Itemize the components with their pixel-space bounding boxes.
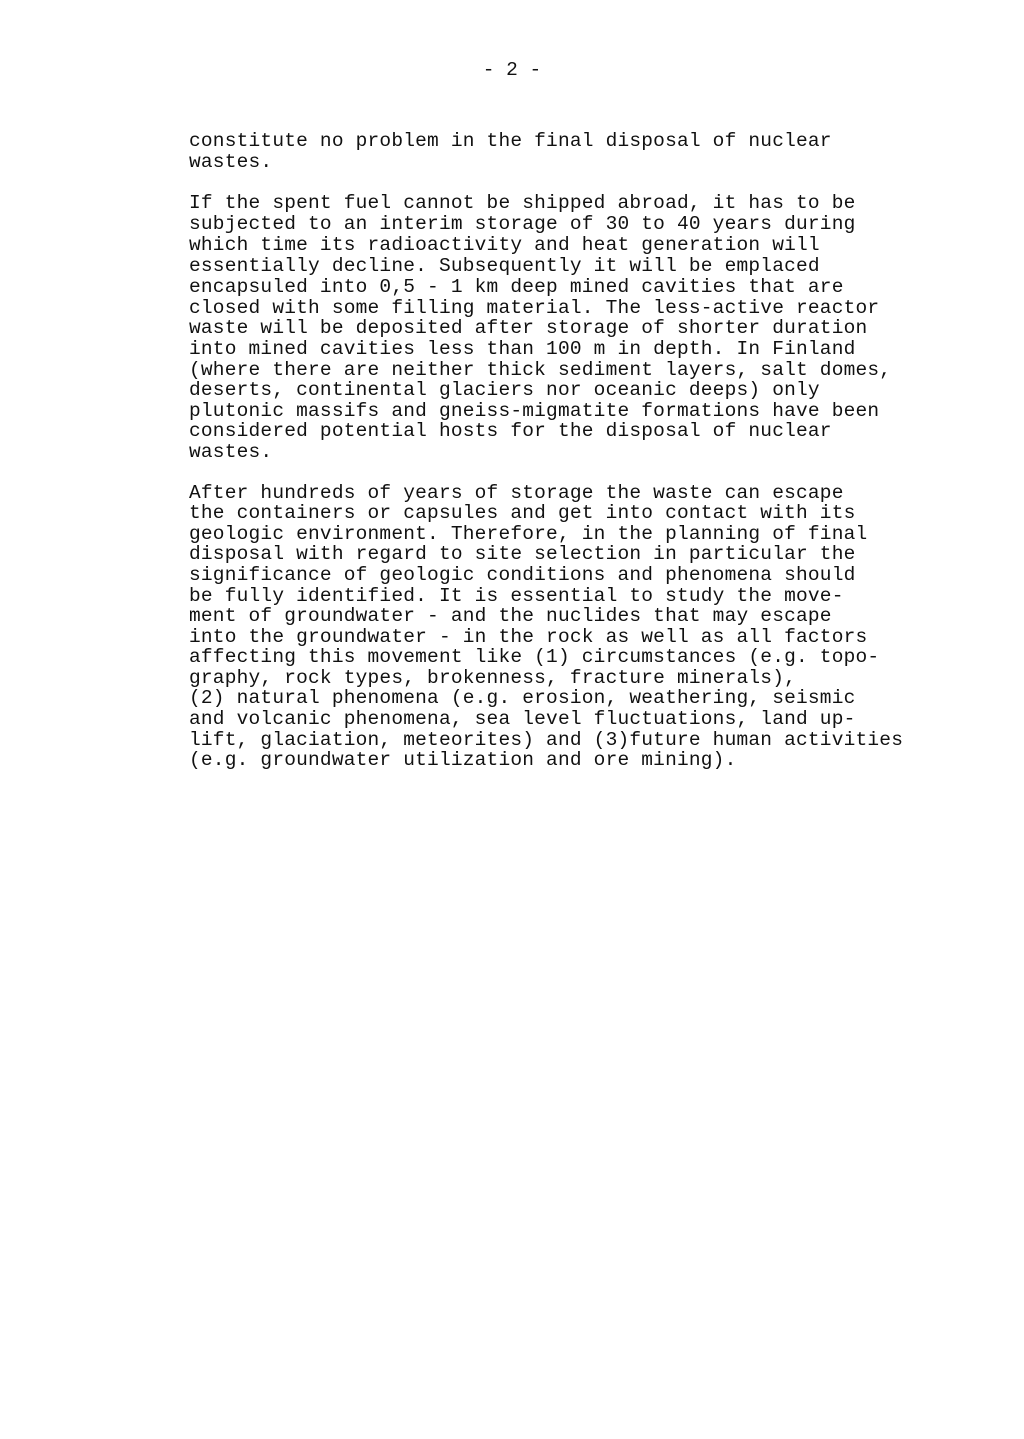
text-line: the containers or capsules and get into contact with its (189, 502, 856, 524)
text-line: into mined cavities less than 100 m in depth. In Finland (189, 338, 856, 360)
text-line: essentially decline. Subsequently it will be emplaced (189, 255, 820, 277)
text-line: and volcanic phenomena, sea level fluctuations, land up- (189, 708, 856, 730)
text-line: If the spent fuel cannot be shipped abroad, it has to be (189, 192, 856, 214)
text-line: significance of geologic conditions and phenomena should (189, 564, 856, 586)
text-line: be fully identified. It is essential to study the move- (189, 585, 844, 607)
text-line: affecting this movement like (1) circumstances (e.g. topo- (189, 646, 880, 668)
text-line: ment of groundwater - and the nuclides that may escape (189, 605, 832, 627)
text-line: wastes. (189, 151, 273, 173)
text-line: wastes. (189, 441, 273, 463)
text-line: (e.g. groundwater utilization and ore mining). (189, 749, 737, 771)
text-line: which time its radioactivity and heat generation will (189, 234, 820, 256)
text-line: waste will be deposited after storage of shorter duration (189, 317, 868, 339)
text-line: (where there are neither thick sediment layers, salt domes, (189, 359, 892, 381)
text-line: plutonic massifs and gneiss-migmatite formations have been (189, 400, 880, 422)
text-line: considered potential hosts for the disposal of nuclear (189, 420, 832, 442)
text-line: closed with some filling material. The less-active reactor (189, 297, 880, 319)
text-line: graphy, rock types, brokenness, fracture minerals), (189, 667, 796, 689)
text-line: deserts, continental glaciers nor oceanic deeps) only (189, 379, 820, 401)
text-line: lift, glaciation, meteorites) and (3)future human activities (189, 729, 904, 751)
text-line: (2) natural phenomena (e.g. erosion, weathering, seismic (189, 687, 856, 709)
text-line: encapsuled into 0,5 - 1 km deep mined cavities that are (189, 276, 844, 298)
text-line: geologic environment. Therefore, in the planning of final (189, 523, 868, 545)
text-line: into the groundwater - in the rock as well as all factors (189, 626, 868, 648)
text-line: After hundreds of years of storage the waste can escape (189, 482, 844, 504)
page-number: - 2 - (482, 59, 542, 81)
text-line: disposal with regard to site selection in particular the (189, 543, 856, 565)
text-line: constitute no problem in the final disposal of nuclear (189, 130, 832, 152)
text-line: subjected to an interim storage of 30 to 40 years during (189, 213, 856, 235)
